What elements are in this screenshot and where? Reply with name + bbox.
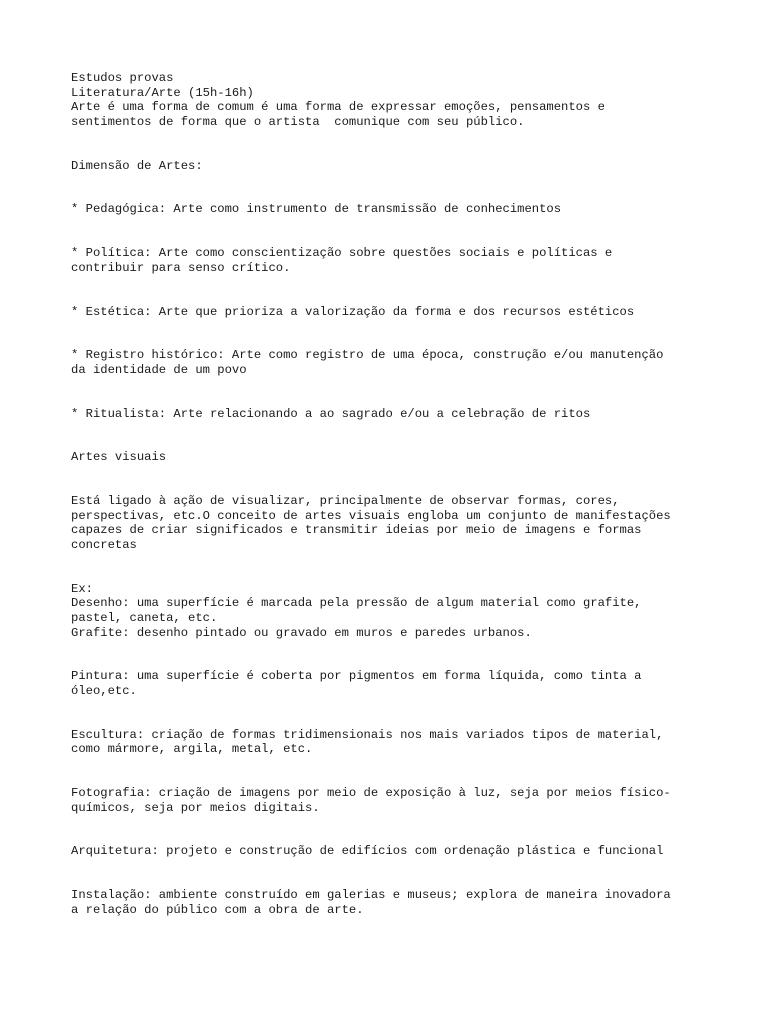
dimension-item-line: * Registro histórico: Arte como registro de uma época, construção e/ou manutenção (71, 348, 664, 363)
example-line: Grafite: desenho pintado ou gravado em muros e paredes urbanos. (71, 625, 532, 640)
dimension-item-line: contribuir para senso crítico. (71, 260, 291, 275)
paragraph-line: perspectivas, etc.O conceito de artes visuais engloba um conjunto de manifestações (71, 508, 671, 523)
example-line: Instalação: ambiente construído em galerias e museus; explora de maneira inovadora (71, 888, 671, 903)
document-title: Estudos provas (71, 71, 174, 85)
document-header (71, 71, 711, 129)
section-heading-dimensions: Dimensão de Artes: (71, 158, 203, 173)
dimension-item-line: da identidade de um povo (71, 362, 247, 377)
document-subtitle: Literatura/Arte (15h-16h) (71, 85, 254, 100)
examples-label: Ex: (71, 581, 93, 596)
intro-paragraph-line: sentimentos de forma que o artista comunique com seu público. (71, 114, 525, 129)
example-line: Arquitetura: projeto e construção de edifícios com ordenação plástica e funcional (71, 844, 664, 859)
example-line: Fotografia: criação de imagens por meio de exposição à luz, seja por meios físico- (71, 786, 671, 801)
example-item (71, 888, 711, 917)
example-line: como mármore, argila, metal, etc. (71, 742, 313, 757)
document-page (71, 71, 711, 917)
paragraph-line: Está ligado à ação de visualizar, principalmente de observar formas, cores, (71, 494, 620, 509)
example-line: Desenho: uma superfície é marcada pela pressão de algum material como grafite, (71, 596, 642, 611)
example-item (71, 786, 711, 815)
example-item (71, 669, 711, 698)
example-line: pastel, caneta, etc. (71, 610, 218, 625)
examples-block (71, 582, 711, 640)
dimension-item-line: * Ritualista: Arte relacionando a ao sagrado e/ou a celebração de ritos (71, 406, 591, 421)
visual-arts-intro (71, 494, 711, 552)
paragraph-line: concretas (71, 538, 137, 552)
example-line: Pintura: uma superfície é coberta por pigmentos em forma líquida, como tinta a (71, 669, 642, 684)
dimension-item-line: * Política: Arte como conscientização sobre questões sociais e políticas e (71, 246, 613, 261)
example-item (71, 844, 711, 859)
dimension-item-line: * Pedagógica: Arte como instrumento de transmissão de conhecimentos (71, 202, 562, 217)
dimension-item-line: * Estética: Arte que prioriza a valorização da forma e dos recursos estéticos (71, 304, 635, 319)
dimension-item (71, 246, 711, 275)
dimension-item (71, 348, 711, 377)
example-line: óleo,etc. (71, 683, 137, 698)
example-line: químicos, seja por meios digitais. (71, 800, 320, 815)
example-line: Escultura: criação de formas tridimensionais nos mais variados tipos de material, (71, 727, 664, 742)
dimension-item (71, 202, 711, 217)
intro-paragraph-line: Arte é uma forma de comum é uma forma de expressar emoções, pensamentos e (71, 100, 605, 115)
paragraph-line: capazes de criar significados e transmitir ideias por meio de imagens e formas (71, 523, 642, 538)
section-heading-visual-arts: Artes visuais (71, 450, 167, 465)
dimension-item (71, 407, 711, 422)
example-item (71, 728, 711, 757)
dimension-item (71, 305, 711, 320)
example-line: a relação do público com a obra de arte. (71, 902, 364, 917)
